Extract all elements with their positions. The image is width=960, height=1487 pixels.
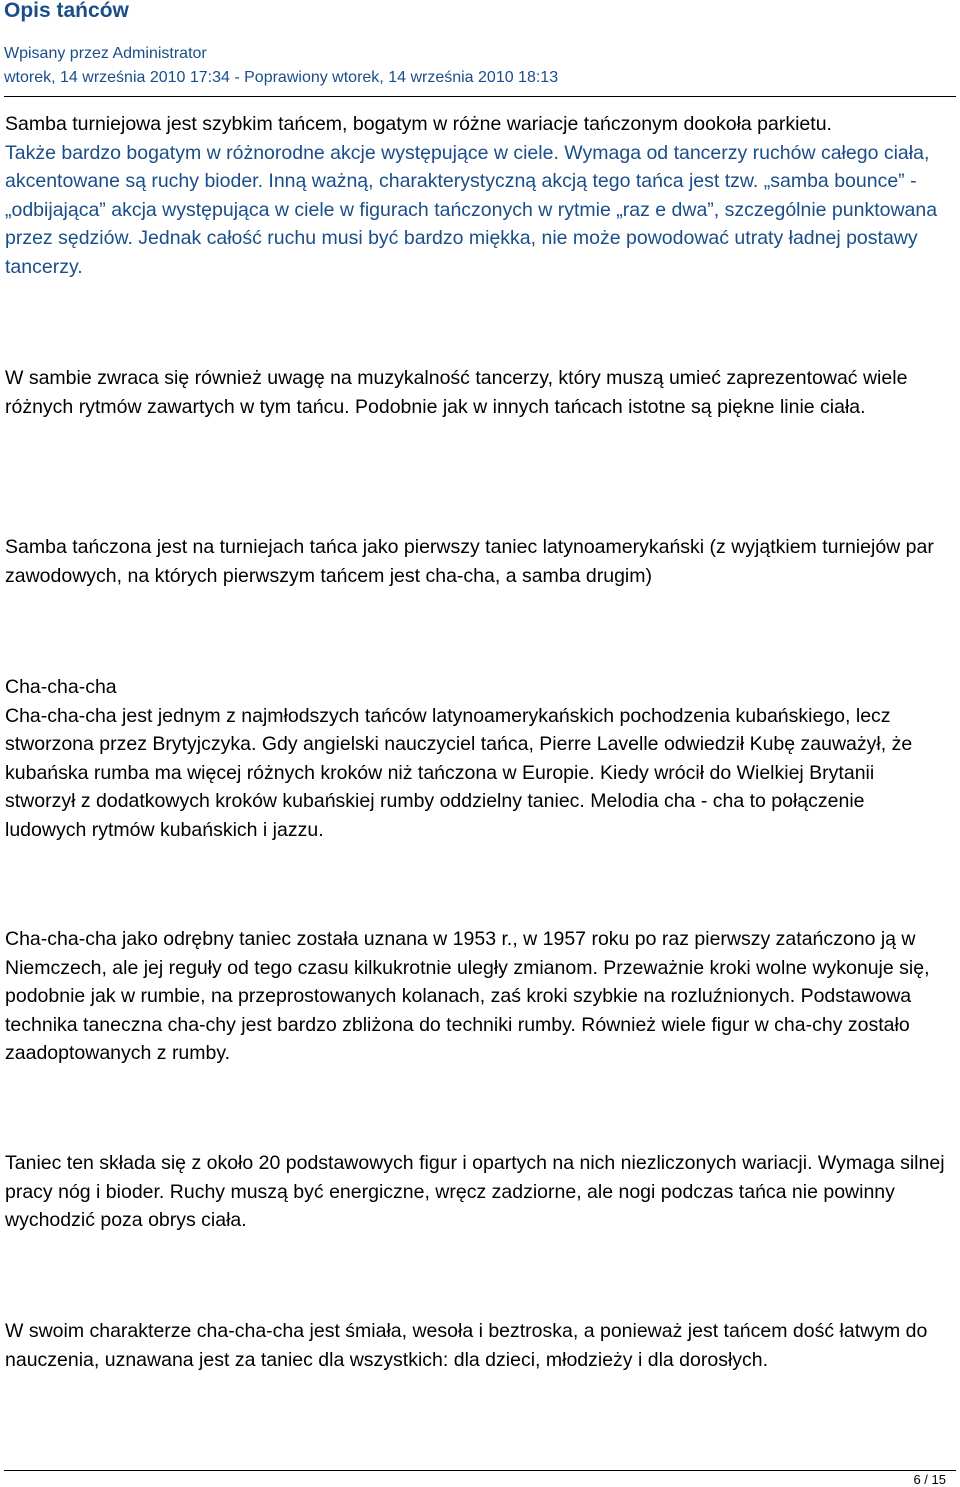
author-line: Wpisany przez Administrator — [4, 45, 207, 62]
section-cha-cha-cha — [5, 673, 945, 844]
paragraph-cha-cha-figures: Taniec ten składa się z około 20 podstawowych figur i opartych na nich niezliczonych wariacji. Wymaga silnej pracy nóg i bioder. Ruchy muszą być energiczne, wręcz zadziorne, ale nogi podczas tańca nie powinny wychodzić poza obrys ciała. — [5, 1152, 945, 1231]
paragraph-cha-cha-recognition: Cha-cha-cha jako odrębny taniec została uznana w 1953 r., w 1957 roku po raz pierwszy zatańczono ją w Niemczech, ale jej reguły od tego czasu kilkukrotnie uległy zmianom. Przeważnie kroki wolne wykonuje się, podobnie jak w rumbie, na przeprostowanych kolanach, zaś kroki szybkie na rozluźnionych. Podstawowa technika taneczna cha-chy jest bardzo zbliżona do techniki rumby. Również wiele figur w cha-chy zostało zaadoptowanych z rumby. — [5, 928, 930, 1064]
paragraph-samba-intro-first-line: Samba turniejowa jest szybkim tańcem, bogatym w różne wariacje tańczonym dookoła parkietu. — [5, 113, 832, 135]
paragraph-samba-musicality: W sambie zwraca się również uwagę na muzykalność tancerzy, który muszą umieć zaprezentować wiele różnych rytmów zawartych w tym tańcu. Podobnie jak w innych tańcach istotne są piękne linie ciała. — [5, 367, 908, 418]
footer-divider — [4, 1470, 956, 1471]
paragraph-samba-intro — [5, 110, 945, 281]
paragraph-cha-cha-history: Cha-cha-cha jest jednym z najmłodszych tańców latynoamerykańskich pochodzenia kubańskiego, lecz stworzona przez Brytyjczyka. Gdy angielski nauczyciel tańca, Pierre Lavelle odwiedził Kubę zauważył, że kubańska rumba ma więcej różnych kroków niż tańczona w Europie. Kiedy wrócił do Wielkiej Brytanii stworzył z dodatkowych kroków kubańskiej rumby oddzielny taniec. Melodia cha - cha to połączenie ludowych rytmów kubańskich i jazzu. — [5, 704, 913, 841]
document-header — [4, 0, 956, 90]
section-heading-cha-cha-cha: Cha-cha-cha — [5, 676, 117, 698]
header-divider — [4, 96, 956, 97]
paragraph-samba-intro-rest: Także bardzo bogatym w różnorodne akcje występujące w ciele. Wymaga od tancerzy ruchów całego ciała, akcentowane są ruchy bioder. Inną ważną, charakterystyczną akcją tego tańca jest tzw. „samba bounce” - „odbijająca” akcja występująca w ciele w figurach tańczonych w rytmie „raz e dwa”, szczególnie punktowana przez sędziów. Jednak całość ruchu musi być bardzo miękka, nie może powodować utraty ładnej postawy tancerzy. — [5, 141, 938, 278]
paragraph-samba-tournament: Samba tańczona jest na turniejach tańca jako pierwszy taniec latynoamerykański (z wyjątkiem turniejów par zawodowych, na których pierwszym tańcem jest cha-cha, a samba drugim) — [5, 536, 934, 587]
page-title: Opis tańców — [4, 0, 129, 22]
paragraph-cha-cha-character: W swoim charakterze cha-cha-cha jest śmiała, wesoła i beztroska, a ponieważ jest tańcem dość łatwym do nauczenia, uznawana jest za taniec dla wszystkich: dla dzieci, młodzieży i dla dorosłych. — [5, 1320, 928, 1371]
date-line: wtorek, 14 września 2010 17:34 - Poprawiony wtorek, 14 września 2010 18:13 — [4, 69, 559, 86]
page-number: 6 / 15 — [913, 1472, 946, 1487]
